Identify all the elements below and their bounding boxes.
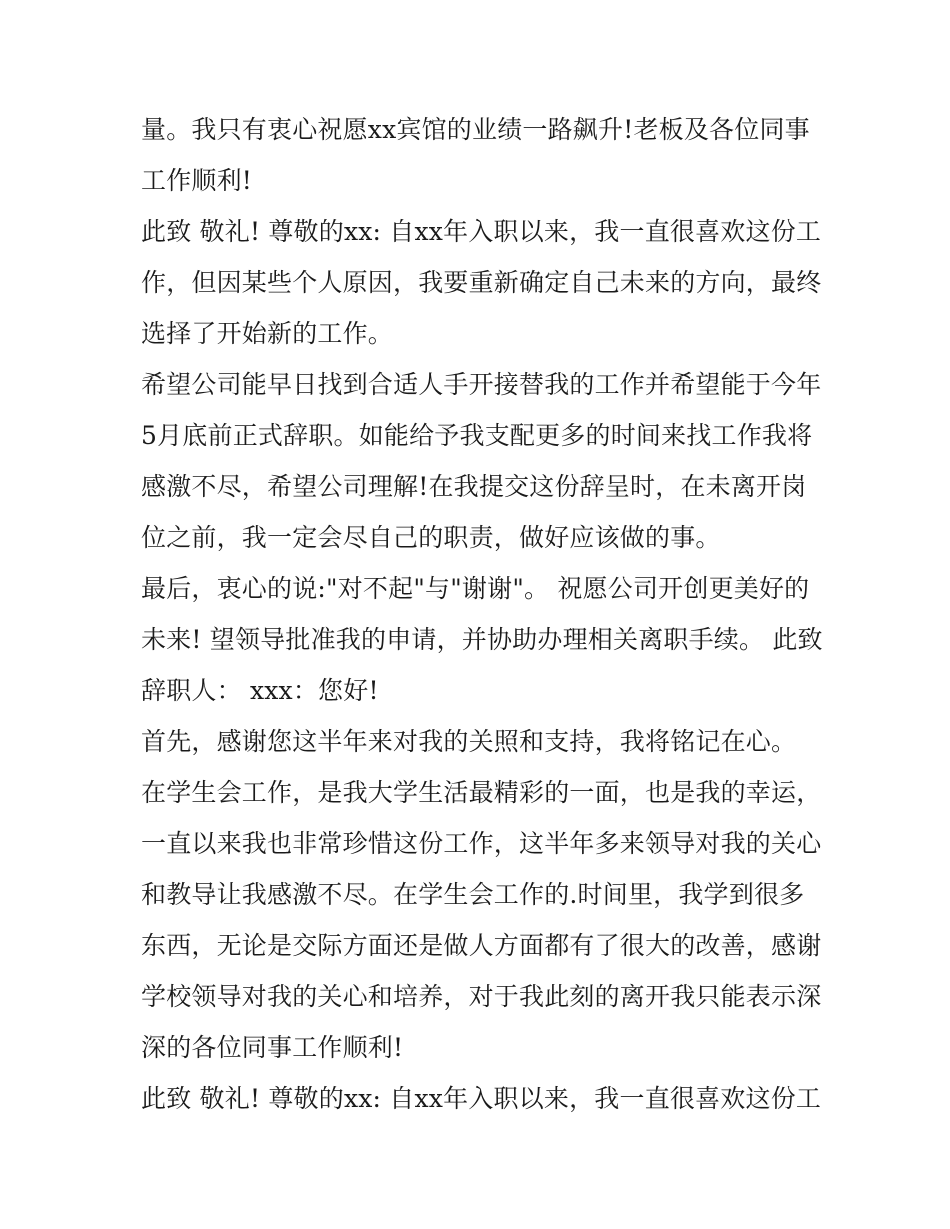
text-line: 感激不尽，希望公司理解!在我提交这份辞呈时，在未离开岗 <box>141 472 807 501</box>
text-line: 深的各位同事工作顺利! <box>141 1033 404 1062</box>
text-line: 在学生会工作，是我大学生活最精彩的一面，也是我的幸运， <box>141 778 822 807</box>
text-line: 未来! 望领导批准我的申请，并协助办理相关离职手续。 此致 <box>141 625 823 654</box>
text-line: 选择了开始新的工作。 <box>141 319 394 348</box>
text-line: 和教导让我感激不尽。在学生会工作的.时间里，我学到很多 <box>141 880 805 909</box>
text-line: 最后，衷心的说:"对不起"与"谢谢"。 祝愿公司开创更美好的 <box>141 574 810 603</box>
text-line: 东西，无论是交际方面还是做人方面都有了很大的改善，感谢 <box>141 931 822 960</box>
text-line: 辞职人： xxx：您好! <box>141 676 379 705</box>
text-line: 5月底前正式辞职。如能给予我支配更多的时间来找工作我将 <box>141 421 813 450</box>
text-line: 位之前，我一定会尽自己的职责，做好应该做的事。 <box>141 523 721 552</box>
text-line: 此致 敬礼! 尊敬的xx: 自xx年入职以来，我一直很喜欢这份工 <box>141 217 822 246</box>
text-line: 工作顺利! <box>141 166 253 195</box>
text-line: 一直以来我也非常珍惜这份工作，这半年多来领导对我的关心 <box>141 829 822 858</box>
text-line: 学校领导对我的关心和培养，对于我此刻的离开我只能表示深 <box>141 982 822 1011</box>
text-line: 量。我只有衷心祝愿xx宾馆的业绩一路飙升!老板及各位同事 <box>141 115 810 144</box>
text-line: 此致 敬礼! 尊敬的xx: 自xx年入职以来，我一直很喜欢这份工 <box>141 1084 822 1113</box>
text-line: 作，但因某些个人原因，我要重新确定自己未来的方向，最终 <box>141 268 822 297</box>
text-line: 希望公司能早日找到合适人手开接替我的工作并希望能于今年 <box>141 370 822 399</box>
text-line: 首先，感谢您这半年来对我的关照和支持，我将铭记在心。 <box>141 727 797 756</box>
